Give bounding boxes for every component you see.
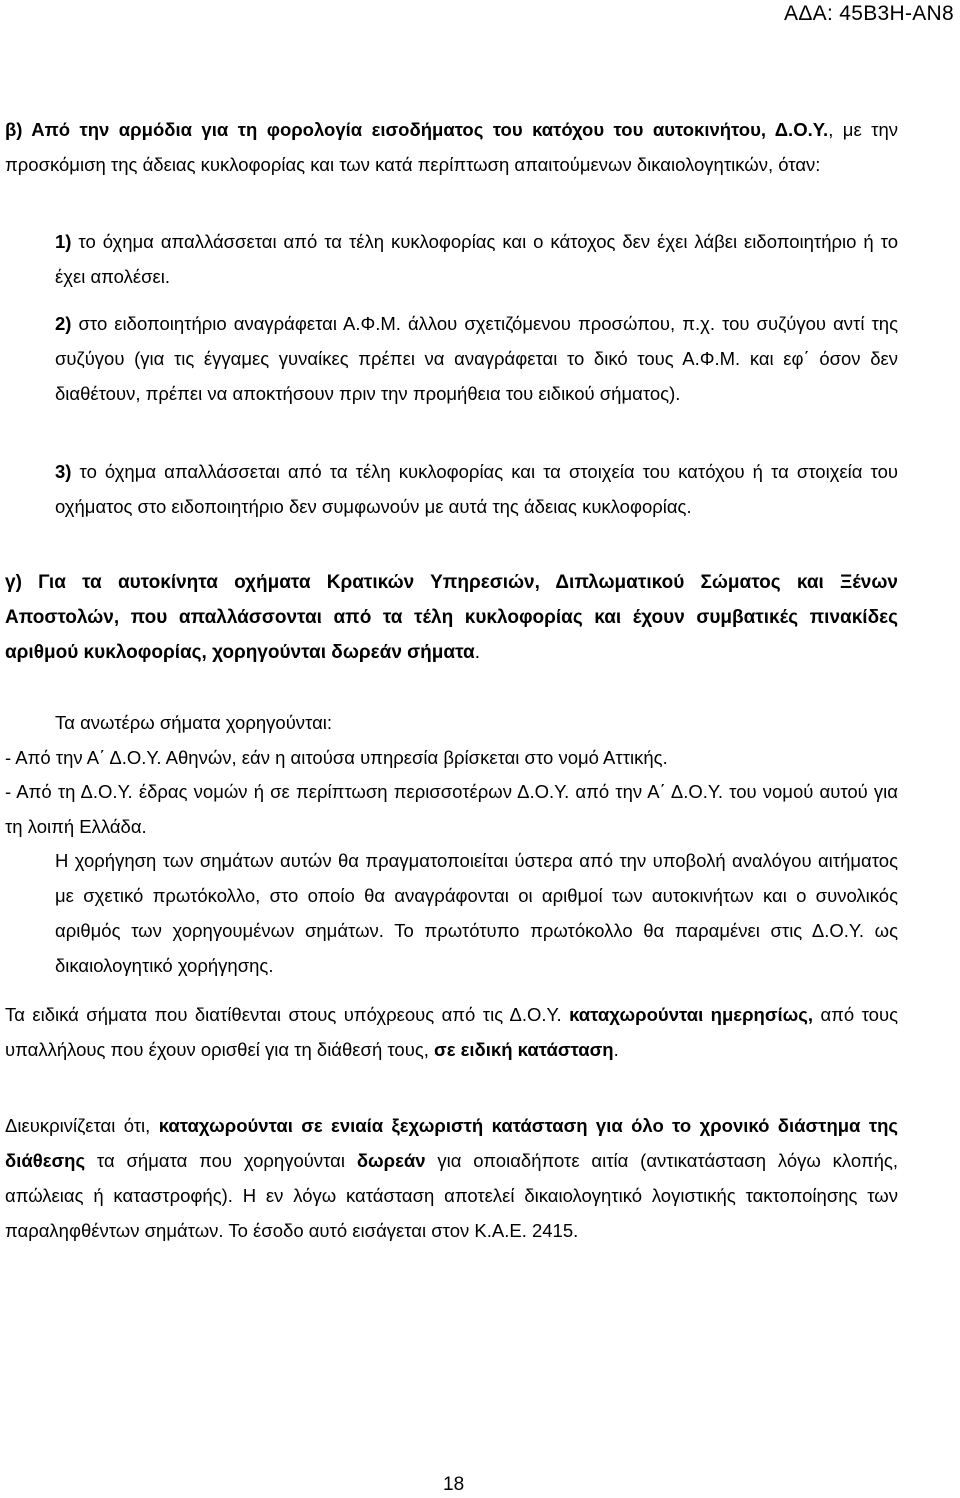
list-item-1-number: 1) xyxy=(55,231,72,252)
paragraph-g-bold: γ) Για τα αυτοκίνητα οχήματα Κρατικών Υπηρεσιών, Διπλωματικού Σώματος και Ξένων Αποστολών, που απαλλάσσονται από τα τέλη κυκλοφορίας και έχουν συμβατικές πινακίδες αριθμού κυκλοφορίας, χορηγούνται δωρεάν σήματα xyxy=(5,572,898,663)
clarify-text-1: Διευκρινίζεται ότι, xyxy=(5,1115,159,1136)
list-item-2-text: στο ειδοποιητήριο αναγράφεται Α.Φ.Μ. άλλου σχετιζόμενου προσώπου, π.χ. του συζύγου αντί της συζύγου (για τις έγγαμες γυναίκες πρέπει να αναγράφεται το δικό τους Α.Φ.Μ. και εφ΄ όσον δεν διαθέτουν, πρέπει να αποκτήσουν πριν την προμήθεια του ειδικού σήματος). xyxy=(55,313,898,404)
clarify-text-3: για οποιαδήποτε αιτία (αντικατάσταση λόγω κλοπής, απώλειας ή καταστροφής). Η εν λόγω κατάσταση αποτελεί δικαιολογητικό λογιστικής τακτοποίησης των παραληφθέντων σημάτων. Το έσοδο αυτό εισάγεται στον Κ.Α.Ε. 2415. xyxy=(5,1150,898,1241)
special-marks-paragraph xyxy=(5,997,898,1067)
clarify-bold-2: δωρεάν xyxy=(356,1150,426,1171)
special-bold-1: καταχωρούνται ημερησίως, xyxy=(569,1004,814,1025)
paragraph-b-text: , με την προσκόμιση της άδειας κυκλοφορίας και των κατά περίπτωση απαιτούμενων δικαιολογητικών, όταν: xyxy=(5,119,898,175)
list-item-3-number: 3) xyxy=(55,461,72,482)
special-bold-2: σε ειδική κατάσταση xyxy=(434,1039,614,1060)
issued-dash-1: - Από την Α΄ Δ.Ο.Υ. Αθηνών, εάν η αιτούσα υπηρεσία βρίσκεται στο νομό Αττικής. xyxy=(5,747,668,768)
list-item-3 xyxy=(55,454,898,524)
list-item-2 xyxy=(55,306,898,411)
list-item-1 xyxy=(55,224,898,294)
issued-dash-2: - Από τη Δ.Ο.Υ. έδρας νομών ή σε περίπτωση περισσοτέρων Δ.Ο.Υ. από την Α΄ Δ.Ο.Υ. του νομού αυτού για τη λοιπή Ελλάδα. xyxy=(5,781,898,837)
paragraph-b xyxy=(5,112,898,182)
protocol-paragraph: Η χορήγηση των σημάτων αυτών θα πραγματοποιείται ύστερα από την υποβολή αναλόγου αιτήματος με σχετικό πρωτόκολλο, στο οποίο θα αναγράφονται οι αριθμοί των αυτοκινήτων και ο συνολικός αριθμός των χορηγουμένων σημάτων. Το πρωτότυπο πρωτόκολλο θα παραμένει στις Δ.Ο.Υ. ως δικαιολογητικό χορήγησης. xyxy=(55,850,898,976)
page-number: 18 xyxy=(443,1474,465,1495)
list-item-3-text: το όχημα απαλλάσσεται από τα τέλη κυκλοφορίας και τα στοιχεία του κατόχου ή τα στοιχεία του οχήματος στο ειδοποιητήριο δεν συμφωνούν με αυτά της άδειας κυκλοφορίας. xyxy=(55,461,898,517)
clarification-paragraph xyxy=(5,1108,898,1248)
special-text-3: . xyxy=(613,1039,619,1060)
paragraph-g-end: . xyxy=(474,642,480,663)
issued-intro: Τα ανωτέρω σήματα χορηγούνται: xyxy=(55,712,333,733)
special-text-1: Τα ειδικά σήματα που διατίθενται στους υπόχρεους από τις Δ.Ο.Υ. xyxy=(5,1004,570,1025)
special-text-2: από τους υπαλλήλους που έχουν ορισθεί για τη διάθεσή τους, xyxy=(5,1004,898,1060)
paragraph-b-bold: β) Από την αρμόδια για τη φορολογία εισοδήματος του κατόχου του αυτοκινήτου, Δ.Ο.Υ. xyxy=(5,119,829,140)
list-item-2-number: 2) xyxy=(55,313,72,334)
list-item-1-text: το όχημα απαλλάσσεται από τα τέλη κυκλοφορίας και ο κάτοχος δεν έχει λάβει ειδοποιητήριο ή το έχει απολέσει. xyxy=(55,231,898,287)
ada-code: ΑΔΑ: 45Β3Η-ΑΝ8 xyxy=(784,2,954,25)
clarify-bold-1: καταχωρούνται σε ενιαία ξεχωριστή κατάσταση για όλο το χρονικό διάστημα της διάθεσης xyxy=(5,1115,898,1171)
paragraph-g xyxy=(5,565,898,670)
clarify-text-2: τα σήματα που χορηγούνται xyxy=(85,1150,357,1171)
